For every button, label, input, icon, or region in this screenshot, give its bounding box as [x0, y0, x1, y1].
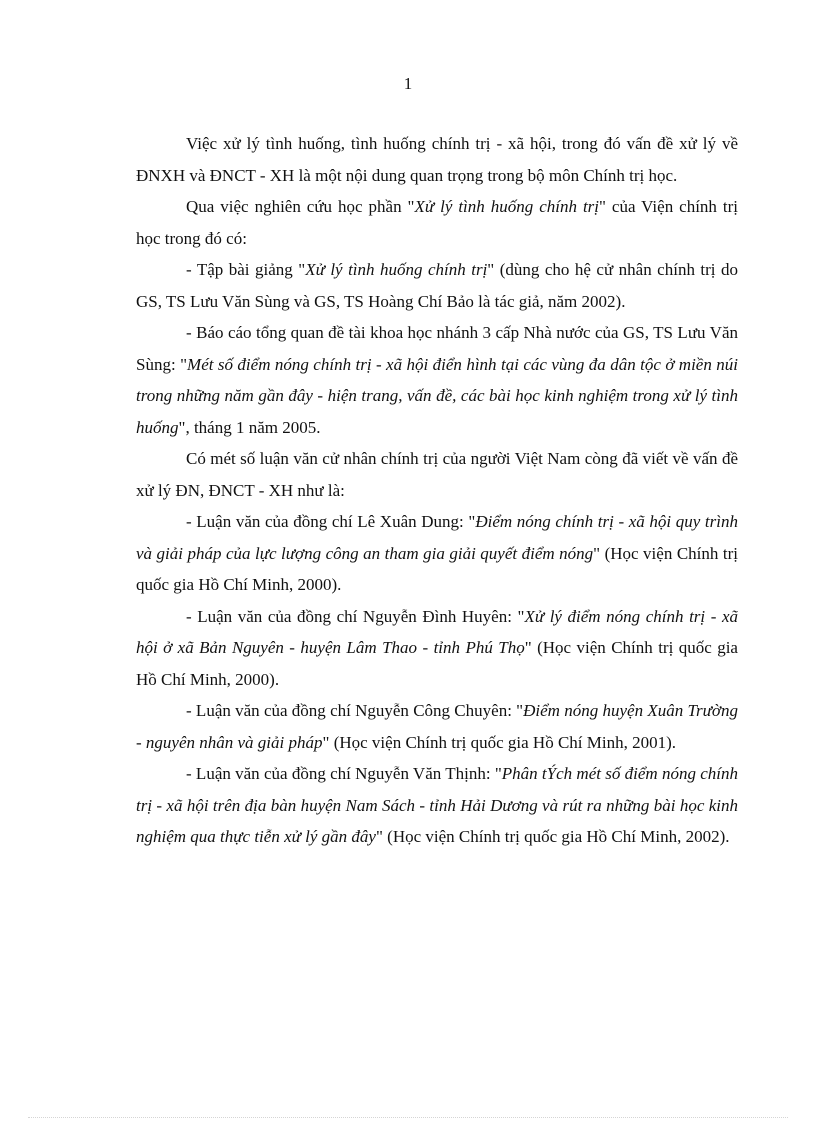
paragraph [136, 506, 738, 601]
text-run: " (Học viện Chính trị quốc gia Hồ Chí Minh, 2000). [136, 638, 738, 689]
paragraph [136, 254, 738, 317]
paragraph [136, 443, 738, 506]
document-body [136, 128, 738, 853]
text-run: - Báo cáo tổng quan đề tài khoa học nhánh 3 cấp Nhà nước của GS, TS Lưu Văn Sùng: " [136, 323, 738, 374]
paragraph [136, 128, 738, 191]
text-run: Có mét số luận văn cử nhân chính trị của người Việt Nam còng đã viết về vấn đề xử lý ĐN, ĐNCT - XH như là: [136, 449, 738, 500]
page-bottom-rule [28, 1117, 788, 1118]
text-run: - Tập bài giảng " [186, 260, 306, 279]
paragraph [136, 758, 738, 853]
text-run: " (Học viện Chính trị quốc gia Hồ Chí Minh, 2001). [322, 732, 677, 752]
text-run: - Luận văn của đồng chí Lê Xuân Dung: " [186, 512, 476, 531]
text-run: " của Viện chính trị học trong đó có: [136, 197, 738, 248]
italic-title: Xử lý tình huống chính trị [305, 260, 488, 279]
italic-title: Điểm nóng chính trị - xã hội quy trình và giải pháp của lực lượng công an tham gia giải quyết điểm nóng [136, 512, 738, 563]
text-run: " (Học viện Chính trị quốc gia Hồ Chí Minh, 2000). [136, 543, 738, 594]
paragraph [136, 601, 738, 696]
italic-title: Xử lý tình huống chính trị [414, 197, 600, 216]
italic-title: Phân tÝch mét số điểm nóng chính trị - xã hội trên địa bàn huyện Nam Sách - tỉnh Hải Dương và rút ra những bài học kinh nghiệm qua thực tiễn xử lý gần đây [136, 764, 738, 846]
italic-title: Điểm nóng huyện Xuân Trường - nguyên nhân và giải pháp [136, 701, 738, 752]
text-run: " (dùng cho hệ cử nhân chính trị do GS, TS Lưu Văn Sùng và GS, TS Hoàng Chí Bảo là tác giả, năm 2002). [136, 260, 739, 311]
text-run: Qua việc nghiên cứu học phần " [186, 197, 415, 216]
text-run: ", tháng 1 năm 2005. [178, 417, 321, 437]
text-run: - Luận văn của đồng chí Nguyễn Công Chuyên: " [186, 701, 524, 720]
text-run: - Luận văn của đồng chí Nguyễn Đình Huyên: " [186, 606, 525, 626]
paragraph [136, 191, 738, 254]
italic-title: Xử lý điểm nóng chính trị - xã hội ở xã Bản Nguyên - huyện Lâm Thao - tỉnh Phú Thọ [136, 606, 738, 657]
text-run: - Luận văn của đồng chí Nguyễn Văn Thịnh: " [186, 764, 502, 783]
text-run: Việc xử lý tình huống, tình huống chính trị - xã hội, trong đó vấn đề xử lý về ĐNXH và ĐNCT - XH là một nội dung quan trọng trong bộ môn Chính trị học. [136, 134, 738, 185]
paragraph [136, 695, 738, 758]
page-number: 1 [403, 74, 413, 93]
paragraph [136, 317, 738, 443]
italic-title: Mét số điểm nóng chính trị - xã hội điển hình tại các vùng đa dân tộc ở miền núi trong những năm gần đây - hiện trang, vấn đề, các bài học kinh nghiệm trong xử lý tình huống [136, 354, 738, 437]
text-run: " (Học viện Chính trị quốc gia Hồ Chí Minh, 2002). [375, 827, 730, 846]
